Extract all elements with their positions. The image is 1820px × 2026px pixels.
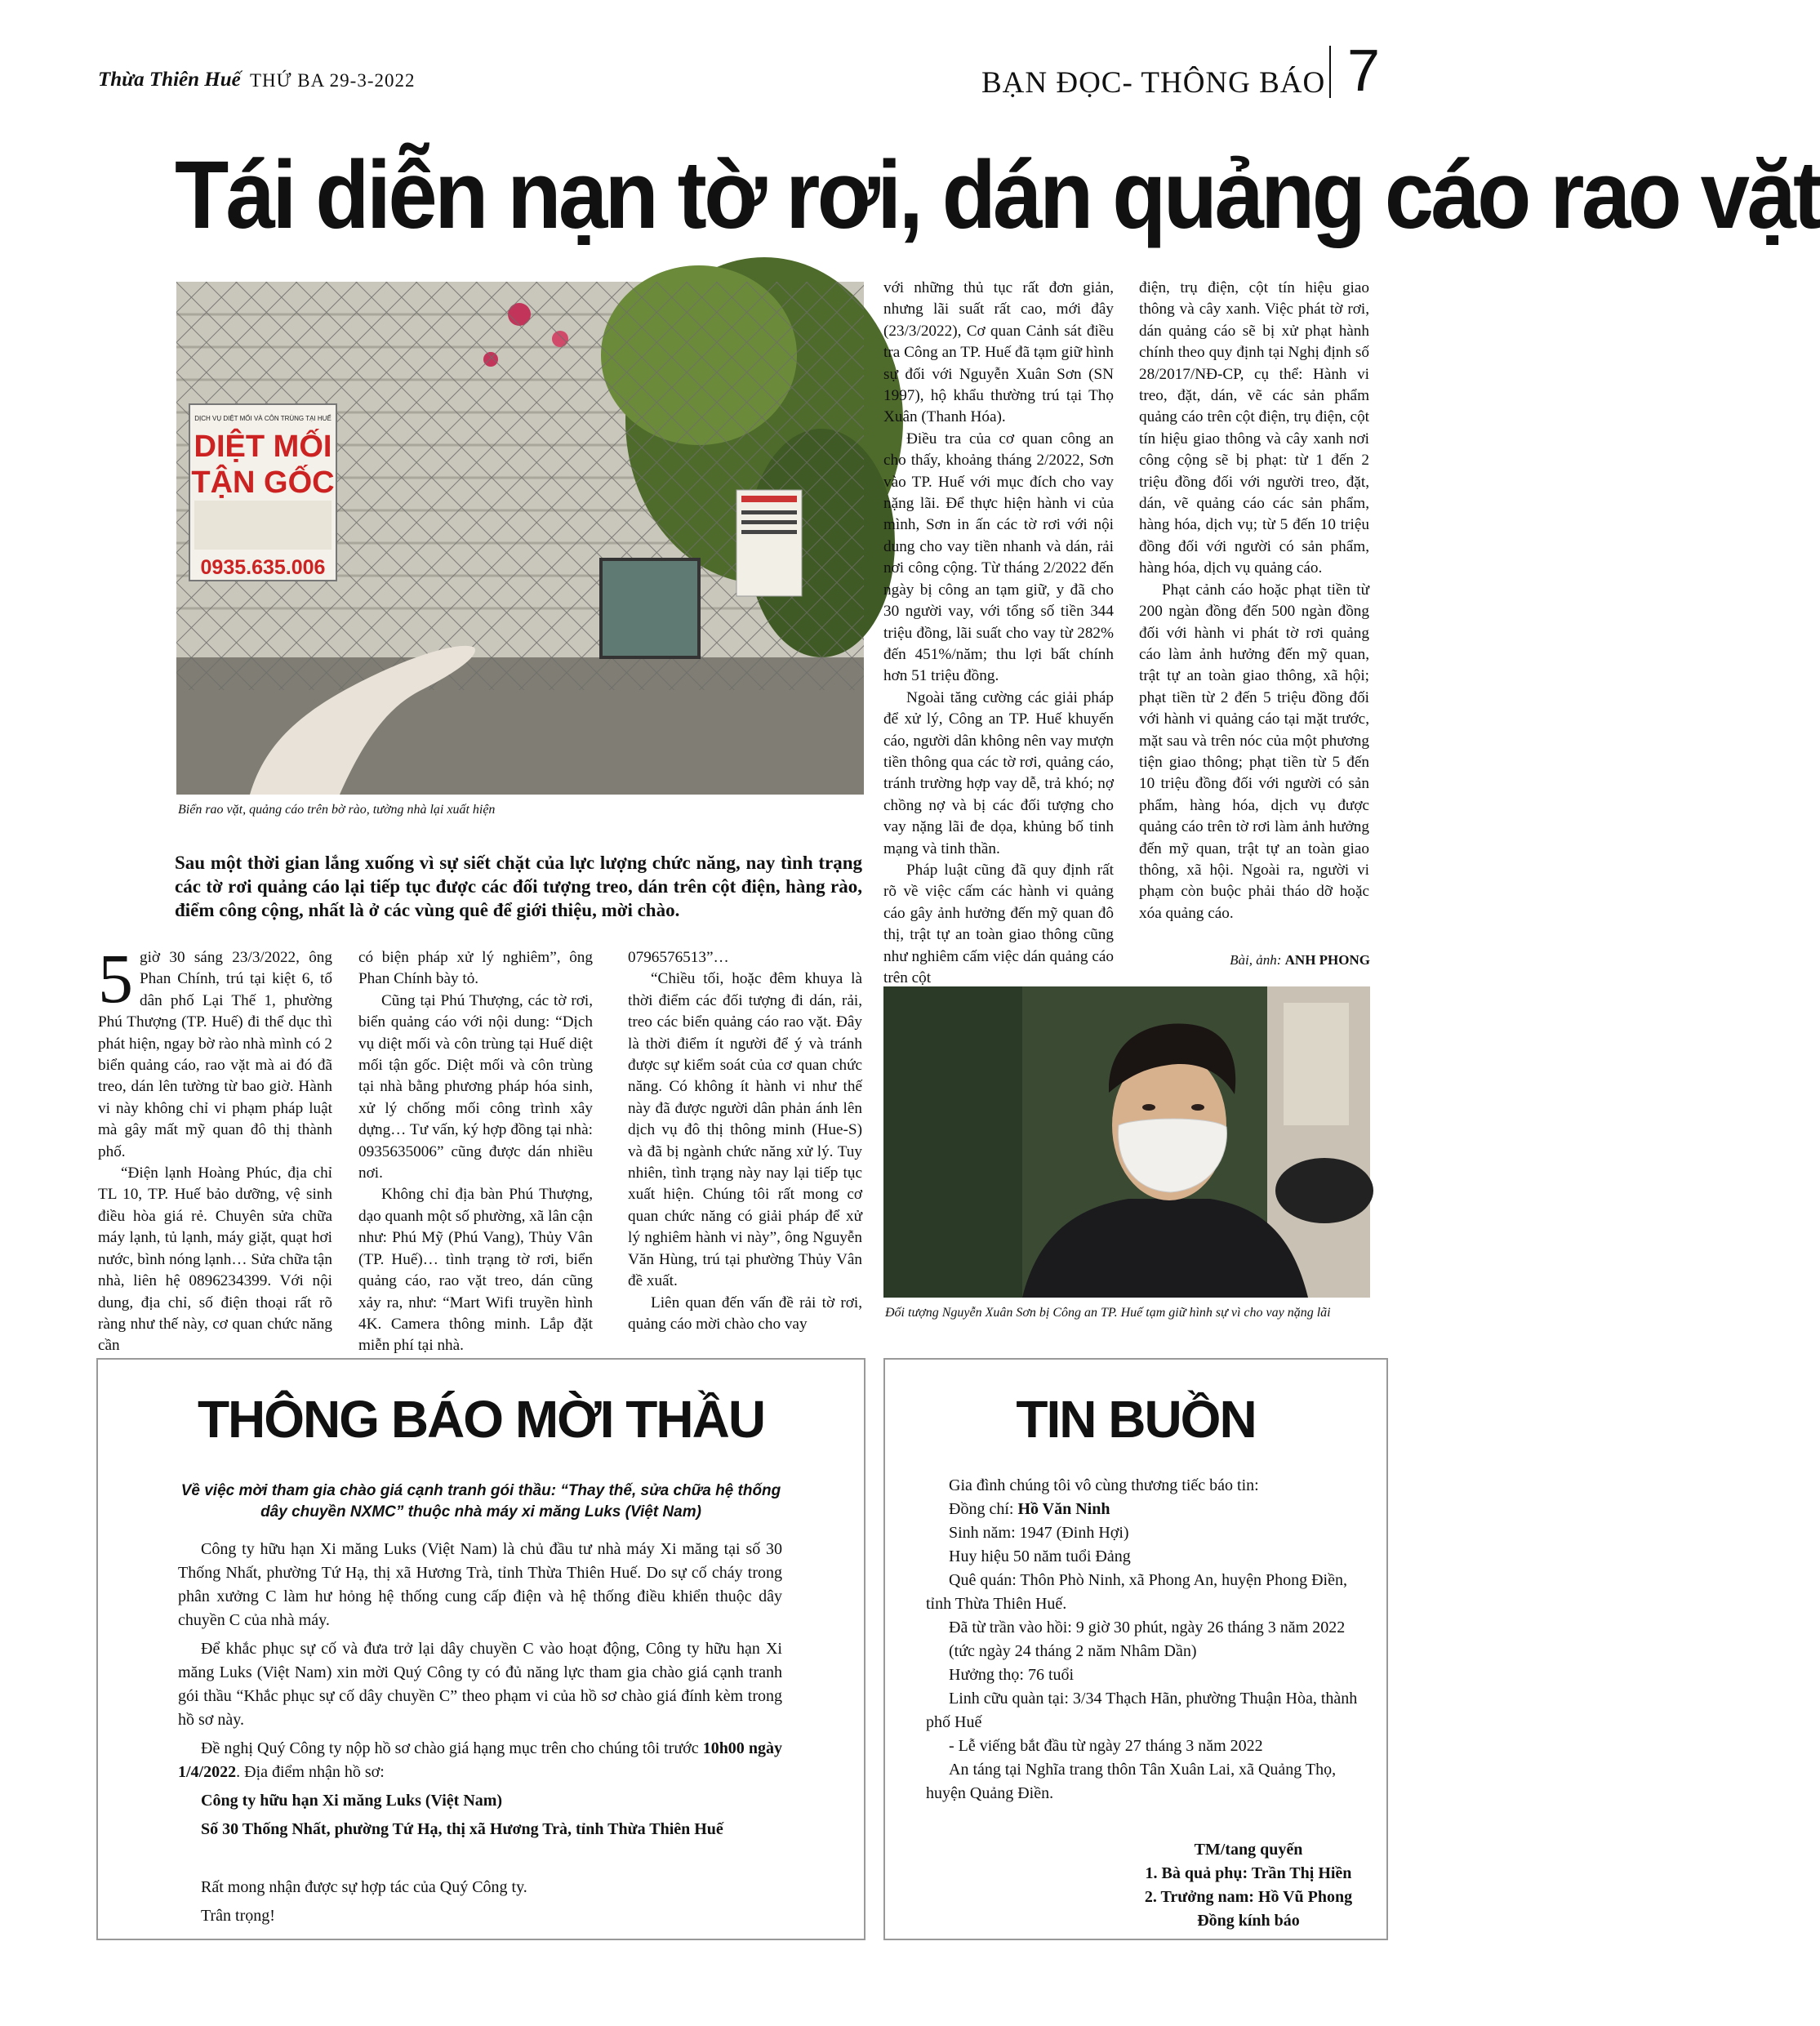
body-column-5 — [1139, 278, 1369, 924]
paper-name: Thừa Thiên Huế — [98, 69, 241, 91]
byline — [1143, 952, 1370, 968]
obituary-sig-3: 2. Trưởng nam: Hồ Vũ Phong — [1144, 1888, 1353, 1906]
tender-paragraph-2: Để khắc phục sự cố và đưa trở lại dây chuyền C vào hoạt động, Công ty hữu hạn Xi măng Luks (Việt Nam) xin mời Quý Công ty có đủ năng lực tham gia chào giá cạnh tranh gói thầu “Khắc phục sự cố dây chuyền C” theo phạm vi của hồ sơ chào giá đính kèm trong hồ sơ này. — [178, 1640, 782, 1729]
col2-paragraph-1: có biện pháp xử lý nghiêm”, ông Phan Chính bày tỏ. — [358, 949, 593, 988]
obituary-died: Đã từ trần vào hồi: 9 giờ 30 phút, ngày 26 tháng 3 năm 2022 — [949, 1619, 1346, 1636]
tender-notice — [96, 1358, 866, 1940]
obituary-lunar: (tức ngày 24 tháng 2 năm Nhâm Dần) — [949, 1642, 1197, 1660]
tender-paragraph-1: Công ty hữu hạn Xi măng Luks (Việt Nam) là chủ đầu tư nhà máy Xi măng tại số 30 Thống Nhất, phường Tứ Hạ, thị xã Hương Trà, tỉnh Thừa Thiên Huế. Do sự cố cháy trong phân xưởng C làm hư hỏng hệ thống cung cấp điện và hệ thống điều khiển thuộc dây chuyền C của nhà máy. — [178, 1540, 782, 1629]
tender-paragraph-3 — [178, 1737, 782, 1784]
lead-paragraph: Sau một thời gian lắng xuống vì sự siết chặt của lực lượng chức năng, nay tình trạng các tờ rơi quảng cáo lại tiếp tục được các đối tượng treo, dán trên cột điện, hàng rào, điểm công cộng, nhất là ở các vùng quê để giới thiệu, mời chào. — [175, 853, 862, 920]
obituary-burial: An táng tại Nghĩa trang thôn Tân Xuân Lai, xã Quảng Thọ, huyện Quảng Điền. — [926, 1761, 1337, 1802]
obituary-age: Hưởng thọ: 76 tuổi — [949, 1666, 1075, 1684]
body-column-2 — [358, 947, 593, 1357]
col3-paragraph-3: Liên quan đến vấn đề rải tờ rơi, quảng cáo mời chào cho vay — [628, 1294, 862, 1333]
col4-paragraph-3: Ngoài tăng cường các giải pháp để xử lý, Công an TP. Huế khuyến cáo, người dân không nên vay mượn tiền thông qua các tờ rơi, quảng cáo, tránh trường hợp vay dễ, trả khó; nợ chồng nợ và bị các đối tượng cho vay nặng lãi đe dọa, khủng bố tinh mạng và tinh thần. — [883, 688, 1114, 857]
photo-suspect-image — [883, 986, 1370, 1298]
col3-paragraph-2: “Chiều tối, hoặc đêm khuya là thời điểm các đối tượng đi dán, rải, treo các biển quảng cáo rao vặt. Đây là thời điểm ít người để ý và tránh được sự kiểm soát của cơ quan chức năng. Có không ít hành vi như thế này đã được người dân phản ánh lên dịch vụ đô thị thông minh (Hue-S) và đã bị ngành chức năng xử lý. Tuy nhiên, tình trạng này nay lại tiếp tục xuất hiện. Chúng tôi rất mong cơ quan chức năng có giải pháp để xử lý nghiêm hành vi này”, ông Nguyễn Văn Hùng, trú tại phường Thủy Vân đề xuất. — [628, 970, 862, 1290]
obituary-visit: - Lễ viếng bắt đầu từ ngày 27 tháng 3 năm 2022 — [949, 1737, 1263, 1755]
col1-paragraph-2: “Điện lạnh Hoàng Phúc, địa chỉ TL 10, TP. Huế bảo dưỡng, vệ sinh điều hòa giá rẻ. Chuyên sửa chữa máy lạnh, tủ lạnh, máy giặt, quạt hơi nước, bình nóng lạnh… Sửa chữa tận nhà, liên hệ 0896234399. Với nội dung, địa chỉ, số điện thoại rất rõ ràng như thế này, cơ quan chức năng cần — [98, 1164, 332, 1355]
col1-paragraph-1: giờ 30 sáng 23/3/2022, ông Phan Chính, trú tại kiệt 6, tổ dân phố Lại Thế 1, phường Phú Thượng (TP. Huế) đi thể dục thì phát hiện, ngay bờ rào nhà mình có 2 biển quảng cáo, rao vặt mà ai đó đã treo, dán lên tường từ bao giờ. Hành vi này không chỉ vi phạm pháp luật mà gây mất mỹ quan đô thị thành phố. — [98, 949, 332, 1160]
issue-date: THỨ BA 29-3-2022 — [250, 70, 416, 91]
byline-prefix: Bài, ảnh: — [1230, 952, 1282, 968]
col4-paragraph-2: Điều tra của cơ quan công an cho thấy, khoảng tháng 2/2022, Sơn vào TP. Huế với mục đích cho vay nặng lãi. Để thực hiện hành vi của mình, Sơn in ấn các tờ rơi với nội dung cho vay tiền nhanh và dán, rải nơi công cộng. Từ tháng 2/2022 đến ngày bị công an tạm giữ, y đã cho 30 người vay, với tổng số tiền 344 triệu đồng, lãi suất cho vay từ 282% đến 451%/năm; thu lợi bất chính hơn 51 triệu đồng. — [883, 430, 1114, 685]
sign-line2: TẬN GỐC — [191, 465, 335, 500]
obituary-sig-2: 1. Bà quả phụ: Trần Thị Hiền — [1145, 1864, 1352, 1882]
photo-advert-fence-image — [176, 282, 864, 795]
sign-phone: 0935.635.006 — [200, 556, 326, 579]
tender-subtitle: Về việc mời tham gia chào giá cạnh tranh gói thầu: “Thay thế, sửa chữa hệ thống dây chuyền NXMC” thuộc nhà máy xi măng Luks (Việt Nam) — [180, 1482, 781, 1521]
byline-name: ANH PHONG — [1284, 952, 1370, 968]
obituary-name-line — [926, 1498, 1359, 1521]
masthead-divider — [1329, 46, 1331, 98]
col2-paragraph-2: Cũng tại Phú Thượng, các tờ rơi, biển quảng cáo với nội dung: “Dịch vụ diệt mối và côn trùng tại Huế diệt mối tận gốc. Diệt mối và côn trùng tại nhà bằng phương pháp hóa sinh, xử lý chống mối công trình xây dựng… Tư vấn, ký hợp đồng tại nhà: 0935635006” cũng được dán nhiều nơi. — [358, 991, 593, 1182]
section-title: BẠN ĐỌC- THÔNG BÁO — [981, 66, 1326, 100]
obituary-badge: Huy hiệu 50 năm tuổi Đảng — [949, 1547, 1131, 1565]
col5-paragraph-2: Phạt cảnh cáo hoặc phạt tiền từ 200 ngàn đồng đến 500 ngàn đồng đối với hành vi phát tờ rơi quảng cáo làm ảnh hưởng đến mỹ quan, trật tự an toàn giao thông, xã hội; phạt tiền từ 2 đến 5 triệu đồng đối với hành vi quảng cáo tại mặt trước, mặt sau và trên nóc của một phương tiện giao thông; phạt tiền từ 5 đến 10 triệu đồng đối với người có sản phẩm, hàng hóa, dịch vụ được quảng cáo trên tờ rơi làm ảnh hưởng đến mỹ quan, trật tự an toàn giao thông, xã hội. Ngoài ra, người vi phạm còn buộc phải tháo dỡ hoặc xóa quảng cáo. — [1139, 581, 1369, 922]
body-column-3 — [628, 947, 862, 1335]
obituary-intro: Gia đình chúng tôi vô cùng thương tiếc báo tin: — [949, 1476, 1259, 1494]
col4-paragraph-1: với những thủ tục rất đơn giản, nhưng lãi suất rất cao, mới đây (23/3/2022), Cơ quan Cảnh sát điều tra Công an TP. Huế đã tạm giữ hình sự đối với Nguyễn Xuân Sơn (SN 1997), hộ khẩu thường trú tại Thọ Xuân (Thanh Hóa). — [883, 279, 1114, 426]
col3-paragraph-1: 0796576513”… — [628, 949, 729, 966]
photo2-caption: Đối tượng Nguyễn Xuân Sơn bị Công an TP. Huế tạm giữ hình sự vì cho vay nặng lãi — [885, 1306, 1331, 1320]
col5-paragraph-1: điện, trụ điện, cột tín hiệu giao thông và cây xanh. Việc phát tờ rơi, dán quảng cáo sẽ bị xử phạt hành chính theo quy định tại Nghị định số 28/2017/NĐ-CP, cụ thể: Hành vi treo, đặt, dán, vẽ các sản phẩm quảng cáo trên cột điện, trụ điện, cột tín hiệu giao thông và cây xanh nơi công cộng sẽ bị phạt: từ 1 đến 2 triệu đồng đối với người treo, đặt, dán, vẽ quảng cáo các sản phẩm, hàng hóa, dịch vụ; từ 5 đến 10 triệu đồng đối với người có sản phẩm, hàng hóa, dịch vụ quảng cáo. — [1139, 279, 1369, 577]
obituary-signature — [1130, 1838, 1367, 1933]
tender-p3-end: . Địa điểm nhận hồ sơ: — [236, 1763, 385, 1781]
sign-line1: DIỆT MỐI — [194, 430, 332, 464]
obituary-notice — [883, 1358, 1388, 1940]
tender-address-2: Số 30 Thống Nhất, phường Tứ Hạ, thị xã Hương Trà, tỉnh Thừa Thiên Huế — [201, 1820, 723, 1838]
obituary-sig-1: TM/tang quyến — [1194, 1841, 1303, 1859]
photo-advert-fence — [176, 282, 864, 795]
obituary-wake: Linh cữu quàn tại: 3/34 Thạch Hãn, phường Thuận Hòa, thành phố Huế — [926, 1690, 1358, 1731]
tender-closing-1: Rất mong nhận được sự hợp tác của Quý Công ty. — [201, 1878, 527, 1896]
obituary-name: Hồ Văn Ninh — [1017, 1500, 1110, 1518]
col4-paragraph-4: Pháp luật cũng đã quy định rất rõ về việc cấm các hành vi quảng cáo gây ảnh hưởng đến mỹ quan đô thị, trật tự an toàn giao thông cũng như nghiêm cấm việc dán quảng cáo trên cột — [883, 861, 1114, 986]
obituary-sig-4: Đồng kính báo — [1197, 1912, 1300, 1930]
obituary-title: TIN BUỒN — [1016, 1390, 1256, 1449]
body-column-4 — [883, 278, 1114, 989]
body-column-1 — [98, 939, 332, 1357]
tender-deadline: 10h00 ngày 1/4/2022 — [178, 1739, 783, 1781]
tender-body — [178, 1538, 782, 1928]
tender-p3-start: Đề nghị Quý Công ty nộp hồ sơ chào giá hạng mục trên cho chúng tôi trước — [201, 1739, 703, 1757]
obituary-born: Sinh năm: 1947 (Đinh Hợi) — [949, 1524, 1129, 1542]
headline: Tái diễn nạn tờ rơi, dán quảng cáo rao vặt — [175, 141, 1820, 249]
photo-suspect — [883, 986, 1370, 1298]
page-number: 7 — [1347, 38, 1381, 104]
obituary-hometown: Quê quán: Thôn Phò Ninh, xã Phong An, huyện Phong Điền, tỉnh Thừa Thiên Huế. — [926, 1571, 1347, 1613]
col2-paragraph-3: Không chỉ địa bàn Phú Thượng, dạo quanh một số phường, xã lân cận như: Phú Mỹ (Phú Vang), Thủy Vân (TP. Huế)… tình trạng tờ rơi, biển quảng cáo, rao vặt treo, dán cũng xảy ra, như: “Mart Wifi truyền hình 4K. Camera thông minh. Lắp đặt miễn phí tại nhà. — [358, 1186, 593, 1355]
tender-address-1: Công ty hữu hạn Xi măng Luks (Việt Nam) — [201, 1792, 503, 1810]
tender-closing-2: Trân trọng! — [201, 1907, 275, 1925]
obituary-name-label: Đồng chí: — [949, 1500, 1018, 1518]
sign-header: DỊCH VỤ DIỆT MỐI VÀ CÔN TRÙNG TẠI HUẾ — [194, 415, 332, 422]
obituary-body — [926, 1474, 1359, 1806]
photo1-caption: Biển rao vặt, quảng cáo trên bờ rào, tường nhà lại xuất hiện — [178, 803, 496, 817]
drop-cap: 5 — [98, 939, 133, 1017]
tender-title: THÔNG BÁO MỜI THẦU — [197, 1390, 765, 1449]
